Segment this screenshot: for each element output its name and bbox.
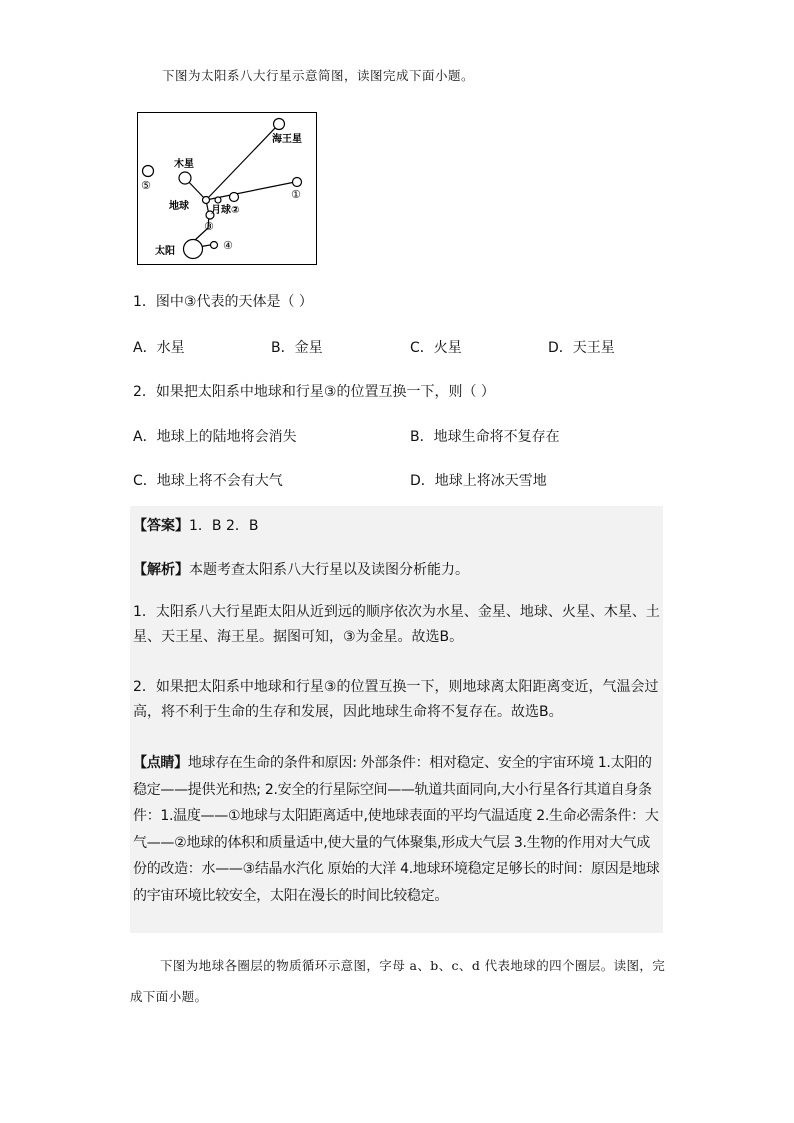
planet-4-circle — [211, 242, 218, 249]
q2-option-d: D．地球上将冰天雪地 — [410, 473, 547, 489]
planet-4-label: ④ — [223, 239, 233, 252]
planet-1-circle — [293, 178, 302, 187]
sun-circle — [184, 240, 203, 259]
solar-system-diagram — [137, 112, 317, 265]
answer-text: 1．B 2．B — [189, 518, 259, 534]
analysis-label: 【解析】 — [133, 562, 189, 578]
planet-1-label: ① — [291, 188, 301, 201]
q1-option-a: A．水星 — [133, 340, 185, 356]
q2-option-c: C．地球上将不会有大气 — [133, 473, 283, 489]
earth-label: 地球 — [169, 201, 189, 212]
planet-3-label: ③ — [204, 220, 214, 233]
q2-option-b: B．地球生命将不复存在 — [410, 429, 560, 445]
q2-option-a: A．地球上的陆地将会消失 — [133, 429, 297, 445]
neptune-label: 海王星 — [272, 134, 302, 145]
planet-5-label: ⑤ — [141, 179, 151, 192]
moon-label: 月球② — [211, 205, 240, 216]
analysis-paragraph-2: 2．如果把太阳系中地球和行星③的位置互换一下，则地球离太阳距离变近，气温会过高，将不利于生命的生存和发展，因此地球生命将不复存在。故选B。 — [133, 679, 659, 720]
jupiter-label: 木星 — [174, 159, 194, 170]
earth-circle — [203, 197, 210, 204]
answer-label: 【答案】 — [133, 518, 189, 534]
neptune-circle — [274, 119, 285, 130]
jupiter-circle — [179, 172, 191, 184]
tip-paragraph — [133, 750, 661, 909]
tip-text: 地球存在生命的条件和原因: 外部条件：相对稳定、安全的宇宙环境 1.太阳的稳定——提供光和热; 2.安全的行星际空间——轨道共面同向,大小行星各行其道自身条件：1.温度——①地球与太阳距离适中,使地球表面的平均气温适度 2.生命必需条件：大气——②地球的体积和质量适中,使大量的气体聚集,形成大气层 3.生物的作用对大气成份的改造：水——③结晶水汽化 原始的大洋 4.地球环境稳定足够长的时间：原因是地球的宇宙环境比较安全，太阳在漫长的时间比较稳定。 — [133, 755, 660, 904]
answer-line — [133, 515, 258, 535]
q1-option-c: C．火星 — [410, 340, 462, 356]
sun-label: 太阳 — [155, 246, 175, 257]
intro-text-1: 下图为太阳系八大行星示意简图，读图完成下面小题。 — [162, 68, 475, 83]
analysis-text: 本题考查太阳系八大行星以及读图分析能力。 — [189, 562, 469, 578]
analysis-paragraph-1: 1．太阳系八大行星距太阳从近到远的顺序依次为水星、金星、地球、火星、木星、土星、天王星、海王星。据图可知，③为金星。故选B。 — [133, 604, 660, 645]
q1-option-d: D．天王星 — [548, 340, 615, 356]
analysis-line — [133, 559, 469, 579]
question-2-stem: 2．如果把太阳系中地球和行星③的位置互换一下，则（ ） — [133, 384, 495, 400]
planet-5-circle — [143, 166, 154, 177]
planet-2-circle — [230, 193, 239, 202]
tip-label: 【点睛】 — [133, 755, 188, 771]
intro-text-2: 下图为地球各圈层的物质循环示意图，字母 a、b、c、d 代表地球的四个圈层。读图，完成下面小题。 — [130, 958, 666, 1004]
moon-circle — [215, 197, 221, 203]
q1-option-b: B．金星 — [271, 340, 323, 356]
question-1-stem: 1．图中③代表的天体是（ ） — [133, 294, 313, 310]
